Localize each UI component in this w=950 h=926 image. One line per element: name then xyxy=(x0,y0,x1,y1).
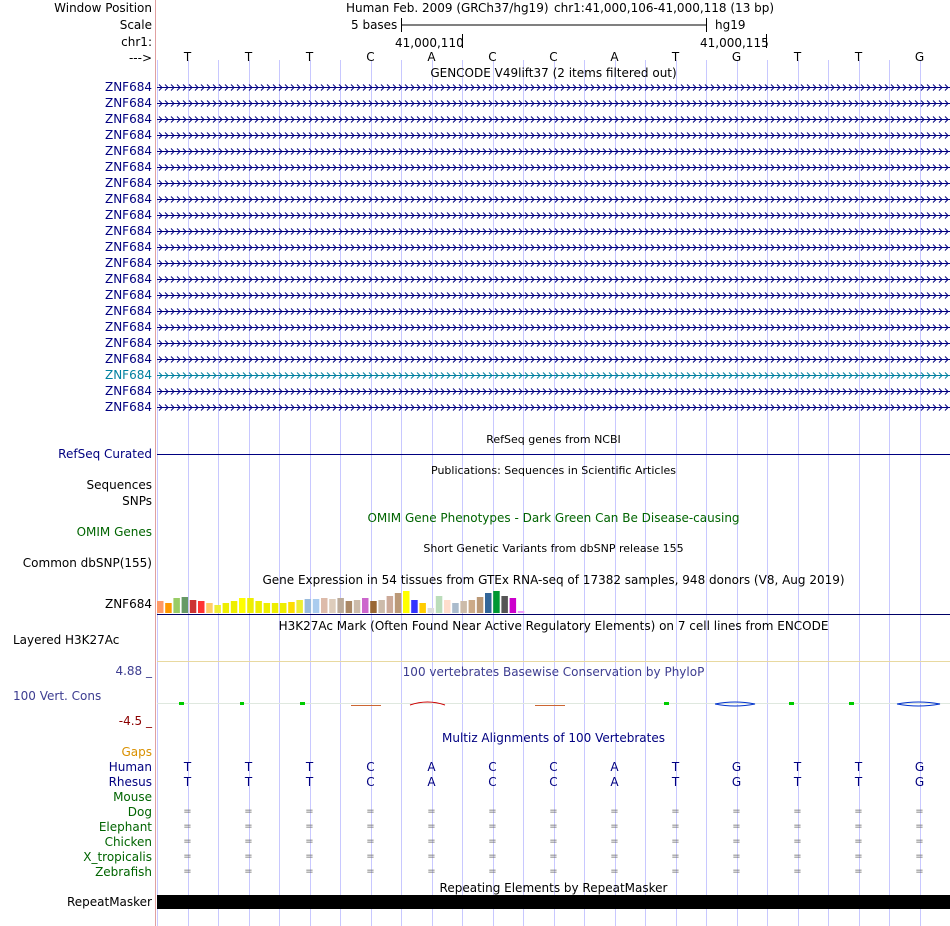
gtex-tissue-bar xyxy=(501,596,508,613)
dbsnp-track-title[interactable]: Short Genetic Variants from dbSNP release 155 xyxy=(423,542,684,555)
gencode-gene-label[interactable]: ZNF684 xyxy=(104,384,152,398)
multiz-base: = xyxy=(427,866,436,877)
gtex-tissue-bar xyxy=(436,596,443,613)
multiz-base: = xyxy=(244,821,253,832)
gtex-tissue-bar xyxy=(296,600,303,613)
multiz-base: A xyxy=(610,760,619,774)
multiz-base: T xyxy=(305,775,314,789)
multiz-base: = xyxy=(610,821,619,832)
multiz-base: = xyxy=(244,866,253,877)
multiz-base: = xyxy=(183,806,192,817)
base-letter: T xyxy=(305,50,314,64)
base-letter: T xyxy=(244,50,253,64)
multiz-base: G xyxy=(914,775,925,789)
multiz-base: = xyxy=(610,806,619,817)
gtex-tissue-bar xyxy=(247,598,254,613)
refseq-track-title[interactable]: RefSeq genes from NCBI xyxy=(486,433,621,446)
gtex-tissue-bar xyxy=(403,591,410,613)
multiz-base: C xyxy=(549,775,558,789)
multiz-base: = xyxy=(549,866,558,877)
multiz-base: = xyxy=(854,866,863,877)
multiz-base: = xyxy=(183,866,192,877)
gtex-tissue-bar xyxy=(182,597,189,613)
gtex-tissue-bar xyxy=(452,603,459,613)
gtex-tissue-bar xyxy=(280,603,287,613)
multiz-base: C xyxy=(488,760,497,774)
gtex-tissue-bar xyxy=(411,600,418,613)
multiz-base: C xyxy=(366,760,375,774)
multiz-base: = xyxy=(427,806,436,817)
gtex-tissue-bar xyxy=(346,601,353,613)
gencode-gene-label[interactable]: ZNF684 xyxy=(104,112,152,126)
gencode-gene-label[interactable]: ZNF684 xyxy=(104,208,152,222)
base-letter: G xyxy=(731,50,742,64)
conservation-mark xyxy=(240,702,244,705)
multiz-base: T xyxy=(183,760,192,774)
multiz-species-label[interactable]: Elephant xyxy=(98,820,152,834)
gencode-gene-label[interactable]: ZNF684 xyxy=(104,288,152,302)
multiz-base: = xyxy=(732,851,741,862)
multiz-base: = xyxy=(305,836,314,847)
strand-label: ---> xyxy=(128,51,152,65)
gencode-gene-label[interactable]: ZNF684 xyxy=(104,304,152,318)
scale-label: Scale xyxy=(119,18,152,32)
conservation-mark xyxy=(849,702,854,705)
gtex-tissue-bar xyxy=(190,600,197,613)
chrom-label: chr1: xyxy=(121,35,152,49)
gtex-tissue-bar xyxy=(337,598,344,613)
gtex-tissue-bar xyxy=(288,602,295,613)
base-letter: G xyxy=(914,50,925,64)
gtex-tissue-bar xyxy=(198,601,205,613)
multiz-base: = xyxy=(732,836,741,847)
multiz-base: A xyxy=(427,775,436,789)
gtex-tissue-bar xyxy=(485,593,492,613)
multiz-base: = xyxy=(244,806,253,817)
h3k27ac-track-title[interactable]: H3K27Ac Mark (Often Found Near Active Regulatory Elements) on 7 cell lines from ENCODE xyxy=(278,619,829,633)
repeatmasker-block xyxy=(157,895,950,909)
multiz-species-label[interactable]: X_tropicalis xyxy=(83,850,152,864)
multiz-base: = xyxy=(915,806,924,817)
gtex-tissue-bar xyxy=(173,598,180,613)
publications-track-title[interactable]: Publications: Sequences in Scientific Articles xyxy=(431,464,676,477)
multiz-base: C xyxy=(488,775,497,789)
multiz-base: = xyxy=(793,806,802,817)
gtex-tissue-bar xyxy=(157,601,164,613)
multiz-base: = xyxy=(915,821,924,832)
multiz-base: = xyxy=(366,821,375,832)
gencode-gene-label[interactable]: ZNF684 xyxy=(104,336,152,350)
coord-right: 41,000,115 xyxy=(700,36,769,50)
base-letter: T xyxy=(183,50,192,64)
multiz-base: = xyxy=(305,851,314,862)
multiz-base: = xyxy=(732,866,741,877)
multiz-base: T xyxy=(244,775,253,789)
gtex-tissue-bar xyxy=(510,598,516,613)
gencode-gene-label[interactable]: ZNF684 xyxy=(104,176,152,190)
gtex-label[interactable]: ZNF684 xyxy=(104,597,152,611)
multiz-species-label[interactable]: Dog xyxy=(127,805,152,819)
gencode-gene-label[interactable]: ZNF684 xyxy=(104,400,152,414)
publications-label-sequences[interactable]: Sequences xyxy=(86,478,152,492)
gtex-tissue-bar xyxy=(362,598,369,613)
multiz-base: C xyxy=(366,775,375,789)
multiz-base: = xyxy=(488,806,497,817)
base-letter: A xyxy=(427,50,436,64)
multiz-species-label[interactable]: Chicken xyxy=(104,835,152,849)
multiz-base: = xyxy=(671,806,680,817)
multiz-base: = xyxy=(793,821,802,832)
gtex-tissue-bar xyxy=(428,608,435,613)
gtex-tissue-bar xyxy=(460,601,467,613)
multiz-base: = xyxy=(488,821,497,832)
multiz-base: T xyxy=(854,760,863,774)
base-letter: T xyxy=(671,50,680,64)
gencode-track-title[interactable]: GENCODE V49lift37 (2 items filtered out) xyxy=(430,66,677,80)
gencode-gene-label[interactable]: ZNF684 xyxy=(104,160,152,174)
base-letter: C xyxy=(366,50,375,64)
multiz-base: = xyxy=(183,851,192,862)
gencode-gene-label[interactable]: ZNF684 xyxy=(104,224,152,238)
multiz-base: G xyxy=(914,760,925,774)
gtex-tissue-bar xyxy=(223,603,230,613)
multiz-species-label[interactable]: Zebrafish xyxy=(95,865,152,879)
multiz-base: = xyxy=(854,806,863,817)
multiz-base: = xyxy=(671,866,680,877)
multiz-base: = xyxy=(671,821,680,832)
gtex-tissue-bar xyxy=(493,591,500,613)
conservation-mark xyxy=(179,702,184,705)
multiz-base: C xyxy=(549,760,558,774)
omim-track-title[interactable]: OMIM Gene Phenotypes - Dark Green Can Be Disease-causing xyxy=(367,511,740,525)
multiz-base: T xyxy=(183,775,192,789)
scale-text: 5 bases xyxy=(351,18,398,32)
multiz-base: = xyxy=(793,836,802,847)
conservation-mark xyxy=(789,702,794,705)
multiz-species-label[interactable]: Human xyxy=(108,760,152,774)
gaps-label[interactable]: Gaps xyxy=(121,745,152,759)
multiz-base: = xyxy=(854,836,863,847)
gtex-track-title[interactable]: Gene Expression in 54 tissues from GTEx RNA-seq of 17382 samples, 948 donors (V8, Aug 2019) xyxy=(262,573,845,587)
multiz-base: = xyxy=(732,821,741,832)
multiz-base: = xyxy=(244,851,253,862)
gencode-gene-label[interactable]: ZNF684 xyxy=(104,352,152,366)
gtex-tissue-bar xyxy=(518,611,525,613)
gencode-gene-label[interactable]: ZNF684 xyxy=(104,192,152,206)
multiz-base: = xyxy=(793,866,802,877)
base-letter: T xyxy=(854,50,863,64)
gtex-tissue-bar xyxy=(165,603,172,613)
multiz-species-label[interactable]: Rhesus xyxy=(108,775,152,789)
gencode-gene-label[interactable]: ZNF684 xyxy=(104,128,152,142)
multiz-base: T xyxy=(671,775,680,789)
multiz-base: T xyxy=(854,775,863,789)
gtex-tissue-bar xyxy=(378,600,385,613)
multiz-base: = xyxy=(366,866,375,877)
gtex-tissue-bar xyxy=(272,603,279,613)
repeatmasker-label[interactable]: RepeatMasker xyxy=(66,895,152,909)
multiz-base: = xyxy=(244,836,253,847)
gtex-tissue-bar xyxy=(469,600,476,613)
gencode-gene-label[interactable]: ZNF684 xyxy=(104,320,152,334)
db-text: hg19 xyxy=(715,18,746,32)
gtex-tissue-bar xyxy=(477,597,484,613)
multiz-base: A xyxy=(427,760,436,774)
multiz-base: = xyxy=(427,851,436,862)
window-position-label: Window Position xyxy=(54,1,152,15)
gencode-gene-label[interactable]: ZNF684 xyxy=(104,256,152,270)
gtex-tissue-bar xyxy=(206,603,213,613)
multiz-track-title[interactable]: Multiz Alignments of 100 Vertebrates xyxy=(441,731,666,745)
gtex-tissue-bar xyxy=(231,601,238,613)
base-letter: C xyxy=(549,50,558,64)
coord-left: 41,000,110 xyxy=(395,36,464,50)
gtex-tissue-bar xyxy=(321,598,328,613)
multiz-base: = xyxy=(427,821,436,832)
multiz-base: G xyxy=(731,775,742,789)
multiz-base: G xyxy=(731,760,742,774)
publications-label-snps[interactable]: SNPs xyxy=(122,494,152,508)
multiz-base: = xyxy=(854,821,863,832)
gtex-tissue-bar xyxy=(329,599,336,613)
conservation-max: 4.88 _ xyxy=(115,664,152,678)
multiz-base: = xyxy=(610,866,619,877)
multiz-base: = xyxy=(305,866,314,877)
conservation-mark xyxy=(300,702,305,705)
base-letter: A xyxy=(610,50,619,64)
multiz-base: = xyxy=(427,836,436,847)
multiz-base: = xyxy=(305,821,314,832)
gtex-tissue-bar xyxy=(264,603,271,613)
gencode-gene-label[interactable]: ZNF684 xyxy=(104,368,152,382)
multiz-base: = xyxy=(183,821,192,832)
gtex-tissue-bar xyxy=(444,600,451,613)
gtex-tissue-bar xyxy=(255,601,262,613)
multiz-base: T xyxy=(793,760,802,774)
multiz-base: = xyxy=(549,836,558,847)
position-text: chr1:41,000,106-41,000,118 (13 bp) xyxy=(554,1,775,15)
multiz-species-label[interactable]: Mouse xyxy=(113,790,152,804)
gencode-gene-label[interactable]: ZNF684 xyxy=(104,240,152,254)
gtex-tissue-bar xyxy=(214,605,221,613)
base-letter: T xyxy=(793,50,802,64)
multiz-base: = xyxy=(305,806,314,817)
h3k27ac-label[interactable]: Layered H3K27Ac xyxy=(13,633,120,647)
multiz-base: = xyxy=(549,851,558,862)
conservation-label[interactable]: 100 Vert. Cons xyxy=(13,689,102,703)
gtex-tissue-bar xyxy=(239,598,246,613)
multiz-base: = xyxy=(488,851,497,862)
multiz-base: = xyxy=(488,866,497,877)
conservation-track-title[interactable]: 100 vertebrates Basewise Conservation by PhyloP xyxy=(402,665,705,679)
multiz-base: = xyxy=(549,821,558,832)
dbsnp-label[interactable]: Common dbSNP(155) xyxy=(22,556,152,570)
gtex-tissue-bar xyxy=(419,603,426,613)
gtex-tissue-bar xyxy=(370,601,377,613)
omim-label[interactable]: OMIM Genes xyxy=(76,525,152,539)
gencode-gene-label[interactable]: ZNF684 xyxy=(104,272,152,286)
multiz-base: = xyxy=(610,851,619,862)
multiz-base: T xyxy=(305,760,314,774)
gtex-tissue-bar xyxy=(305,599,312,613)
conservation-mark xyxy=(664,702,669,705)
multiz-base: = xyxy=(915,836,924,847)
assembly-text: Human Feb. 2009 (GRCh37/hg19) xyxy=(346,1,549,15)
conservation-min: -4.5 _ xyxy=(118,714,152,728)
multiz-base: = xyxy=(793,851,802,862)
gtex-tissue-bar xyxy=(354,600,361,613)
gencode-gene-label[interactable]: ZNF684 xyxy=(104,96,152,110)
base-letter: C xyxy=(488,50,497,64)
multiz-base: = xyxy=(366,806,375,817)
multiz-base: = xyxy=(610,836,619,847)
multiz-base: = xyxy=(732,806,741,817)
multiz-base: T xyxy=(671,760,680,774)
multiz-base: T xyxy=(244,760,253,774)
multiz-base: = xyxy=(854,851,863,862)
multiz-base: = xyxy=(915,851,924,862)
multiz-base: = xyxy=(183,836,192,847)
gencode-gene-label[interactable]: ZNF684 xyxy=(104,144,152,158)
gtex-tissue-bar xyxy=(387,596,394,613)
gtex-tissue-bar xyxy=(313,599,320,613)
multiz-base: = xyxy=(671,836,680,847)
multiz-base: = xyxy=(366,836,375,847)
multiz-base: = xyxy=(488,836,497,847)
multiz-base: = xyxy=(366,851,375,862)
multiz-base: = xyxy=(671,851,680,862)
gtex-tissue-bar xyxy=(395,593,402,613)
multiz-base: T xyxy=(793,775,802,789)
multiz-base: = xyxy=(915,866,924,877)
multiz-base: = xyxy=(549,806,558,817)
gencode-gene-label[interactable]: ZNF684 xyxy=(104,80,152,94)
multiz-base: A xyxy=(610,775,619,789)
refseq-label[interactable]: RefSeq Curated xyxy=(58,447,152,461)
repeatmasker-track-title[interactable]: Repeating Elements by RepeatMasker xyxy=(439,881,668,895)
